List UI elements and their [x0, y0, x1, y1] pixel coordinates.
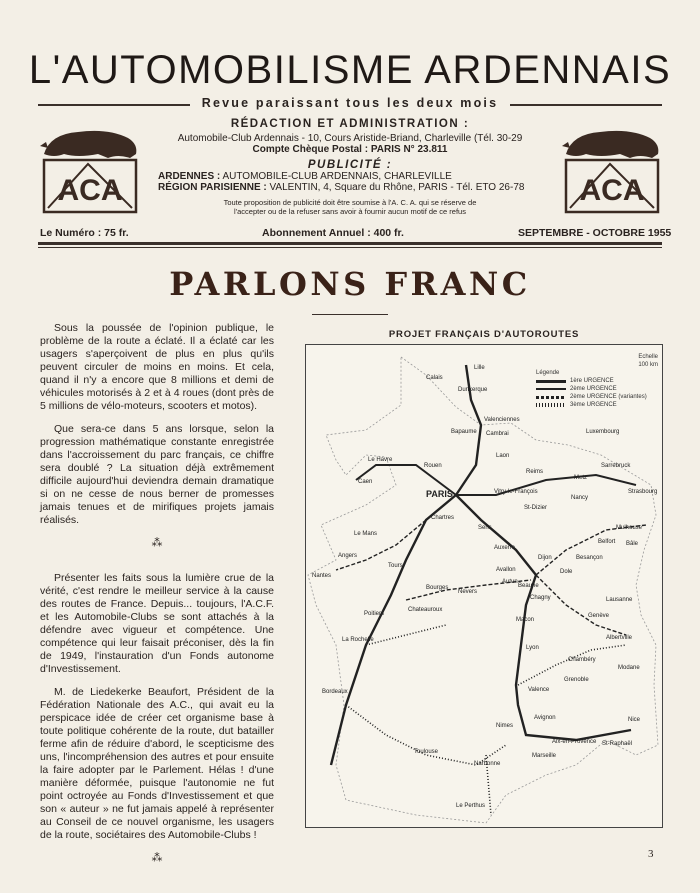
advertising-paris: [150, 182, 550, 193]
page-number: 3: [648, 848, 654, 860]
city-label: Genève: [588, 613, 610, 619]
city-label: Sarrebruck: [601, 463, 631, 469]
city-label: Valenciennes: [484, 417, 520, 423]
svg-text:ACA: ACA: [57, 174, 123, 207]
city-label: Bâle: [626, 541, 639, 547]
scale-km: 100 km: [638, 362, 658, 368]
city-label: Lille: [474, 365, 485, 371]
city-label: Dijon: [538, 555, 552, 561]
issue-date: SEPTEMBRE - OCTOBRE 1955: [518, 227, 672, 239]
city-label: Caen: [358, 479, 373, 485]
article-title: PARLONS FRANC: [169, 265, 531, 303]
advertising-note-2: l'accepter ou de la refuser sans avoir à fournir aucun motif de ce refus: [234, 207, 466, 216]
aca-logo-left: [38, 124, 142, 216]
city-label: Angers: [338, 553, 358, 559]
masthead-subtitle: Revue paraissant tous les deux mois: [201, 96, 499, 110]
legend-item: 2ème URGENCE (variantes): [536, 393, 658, 401]
boar-icon: [560, 124, 664, 216]
rule-right: [510, 104, 662, 106]
city-label: Modane: [618, 665, 640, 671]
city-label: Narbonne: [474, 761, 501, 767]
city-label: Rouen: [424, 463, 442, 469]
city-label: La Rochelle: [342, 637, 374, 643]
city-label: Reims: [526, 469, 544, 475]
article-paragraph: Que sera-ce dans 5 ans lorsque, selon la progression mathématique constante enregistrée dans l'accroissement du parc français, ce chiffre sera doublé ? La situation déjà extrêmement difficile aujourd'hui deviendra demain dramatique si on ne cesse de nous berner de promesses jamais tenues et de mirifiques projets jamais réalisés.: [40, 423, 274, 526]
city-label: Lyon: [526, 645, 539, 651]
masthead-title: L'AUTOMOBILISME ARDENNAIS: [28, 48, 672, 92]
city-label: Grenoble: [564, 677, 589, 683]
city-label: Aix-en-Provence: [552, 739, 597, 745]
city-label: Nevers: [458, 589, 478, 595]
advertising-ardennes: [150, 171, 550, 182]
article-body: [40, 322, 274, 887]
boar-icon: [38, 124, 142, 216]
city-label: Metz: [574, 475, 588, 481]
autoroute-map: [305, 344, 663, 828]
advertising-note-1: Toute proposition de publicité doit être soumise à l'A. C. A. qui se réserve de: [223, 198, 477, 207]
city-label: Chartres: [431, 515, 455, 521]
city-label: Cambrai: [486, 431, 509, 437]
issue-price: Le Numéro : 75 fr.: [40, 227, 129, 239]
city-label: Belfort: [598, 539, 616, 545]
city-label: Bapaume: [451, 429, 477, 435]
legend-item: 2ème URGENCE: [536, 385, 658, 393]
ornament: ⁂: [151, 537, 163, 549]
city-label: Tours: [388, 563, 403, 569]
city-label: Bordeaux: [322, 689, 348, 695]
editorial-heading: RÉDACTION ET ADMINISTRATION :: [230, 118, 470, 130]
city-label: Chambéry: [568, 657, 596, 663]
city-label: Strasbourg: [628, 489, 658, 495]
map-title: PROJET FRANÇAIS D'AUTOROUTES: [388, 329, 580, 340]
svg-text:ACA: ACA: [579, 174, 645, 207]
city-label: Chateauroux: [408, 607, 443, 613]
article-paragraph: Présenter les faits sous la lumière crue de la vérité, c'est rendre le meilleur service à la cause des routes de France. Depuis... toujours, l'A.C.F. et les Automobile-Clubs se sont attachés à la défendre avec vigueur et compétence. Une compétence qui leur faisait préconiser, dès la fin de 1949, l'instauration d'un Fonds autonome d'Investissement.: [40, 572, 274, 675]
city-label: Mulhouse: [616, 525, 643, 531]
aca-logo-right: [560, 124, 664, 216]
city-label: Nantes: [312, 573, 332, 579]
city-label-paris: PARIS: [426, 489, 453, 499]
city-label: Vitry-le-François: [494, 489, 538, 495]
city-label: Bourges: [426, 585, 449, 591]
title-underline: [312, 314, 388, 315]
city-label: Le Mans: [354, 531, 378, 537]
rule-left: [38, 104, 190, 106]
paris-label: RÉGION PARISIENNE :: [158, 182, 267, 193]
city-label: Le Perthus: [456, 803, 486, 809]
city-label: Dole: [560, 569, 573, 575]
editorial-address: Automobile-Club Ardennais - 10, Cours Aristide-Briand, Charleville (Tél. 30-29: [177, 133, 523, 144]
city-label: Macon: [516, 617, 535, 623]
city-label: Beaune: [518, 583, 539, 589]
city-label: Lausanne: [606, 597, 633, 603]
subscription-price: Abonnement Annuel : 400 fr.: [262, 227, 404, 239]
paris-value: VALENTIN, 4, Square du Rhône, PARIS - Tél. ETO 26-78: [269, 182, 525, 193]
advertising-heading: PUBLICITÉ :: [307, 159, 393, 171]
article-paragraph: M. de Liedekerke Beaufort, Président de la Fédération Nationale des A.C., qui avait eu la perspicace idée de créer cet organisme base à toute politique cohérente de la route, dut batailler ferme afin de réduire d'abord, le scepticisme des uns, l'incompréhension des autres et pour ensuite la faire adopter par le Parlement. Hélas ! d'une manière déformée, puisque l'autonomie ne fut point octroyée au Fonds d'Investissement et que son « auteur » ne fut jamais appelé à représenter au Conseil de ce nouvel organisme, les usagers de la route, sociétaires des Automobile-Clubs !: [40, 686, 274, 841]
city-label: Avallon: [496, 567, 516, 573]
city-label: Chagny: [530, 595, 551, 601]
city-label: Avignon: [534, 715, 556, 721]
article-paragraph: Sous la poussée de l'opinion publique, le problème de la route a éclaté. Il a éclaté car les usagers s'aperçoivent de plus en plus qu'ils peuvent circuler de moins en moins. Et cela, quand il n'y a encore que 8 millions et demi de véhicules motorisés à 2 et à 4 roues (dont près de 5 millions de vélo-moteurs, scooters et motos).: [40, 322, 274, 412]
editorial-postal: Compte Chèque Postal : PARIS N° 23.811: [252, 144, 448, 155]
city-label: Luxembourg: [586, 429, 620, 435]
ornament: ⁂: [151, 852, 163, 864]
city-label: St-Dizier: [524, 505, 548, 511]
rule-header-bottom: [38, 242, 662, 245]
city-label: Autun: [502, 579, 518, 585]
legend-item: 1ère URGENCE: [536, 377, 658, 385]
rule-header-bottom-thin: [38, 247, 662, 248]
city-label: Sens: [478, 525, 492, 531]
city-label: Marseille: [532, 753, 557, 759]
city-label: Albertville: [606, 635, 633, 641]
city-label: Nancy: [571, 495, 589, 501]
city-label: Calais: [426, 375, 443, 381]
legend-title: Légende: [536, 370, 560, 376]
ardennes-label: ARDENNES :: [158, 171, 221, 182]
city-label: St-Raphaël: [602, 741, 633, 747]
editorial-block: [150, 118, 550, 216]
city-label: Auxerre: [494, 545, 516, 551]
city-label: Besançon: [576, 555, 603, 561]
city-label: Toulouse: [414, 749, 439, 755]
ardennes-value: AUTOMOBILE-CLUB ARDENNAIS, CHARLEVILLE: [222, 171, 452, 182]
map-legend: [536, 353, 658, 409]
city-label: Nice: [628, 717, 641, 723]
city-label: Dunkerque: [458, 387, 488, 393]
city-label: Nimes: [496, 723, 514, 729]
city-label: Valence: [528, 687, 550, 693]
scale-label: Echelle: [638, 354, 658, 360]
city-label: Le Havre: [368, 457, 393, 463]
city-label: Laon: [496, 453, 510, 459]
city-label: Poitiers: [364, 611, 385, 617]
legend-item: 3ème URGENCE: [536, 401, 658, 409]
